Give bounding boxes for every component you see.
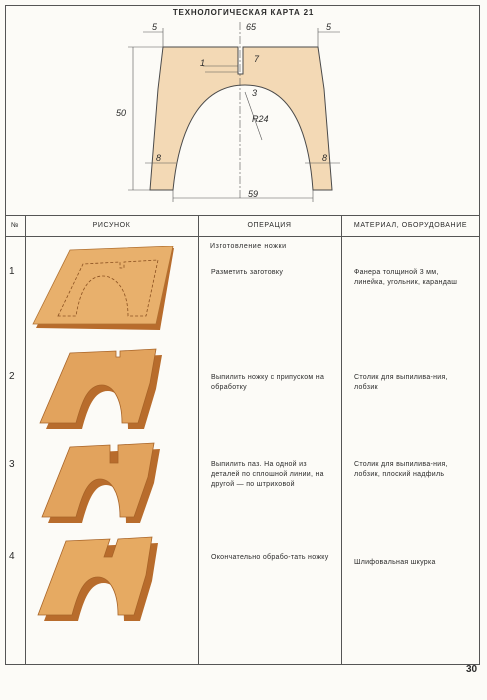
figure-3-slot: [28, 437, 198, 529]
page-number: 30: [466, 664, 478, 675]
dim-radius: R24: [252, 114, 269, 124]
row-3-material: Столик для выпилива-ния, лобзик, плоский надфиль: [354, 461, 448, 478]
row-3-operation: Выпилить паз. На одной из деталей по сплошной линии, на другой — по штриховой: [211, 461, 324, 488]
dim-leg-right: 8: [322, 153, 328, 163]
dim-top-center: 65: [246, 22, 257, 32]
row-3-number: 3: [9, 459, 15, 470]
row-2-material: Столик для выпилива-ния, лобзик: [354, 374, 448, 391]
row-1-number: 1: [9, 266, 15, 277]
col-divider-3: [341, 215, 342, 665]
dim-mark-3: 3: [252, 88, 258, 98]
row-4-material: Шлифовальная шкурка: [354, 559, 436, 566]
technical-drawing: [0, 0, 487, 215]
leg-blueprint: [150, 47, 332, 190]
figure-4-finished: [28, 533, 198, 628]
figure-2-leg: [28, 345, 198, 435]
row-4-operation: Окончательно обрабо-тать ножку: [211, 554, 329, 561]
header-operation: ОПЕРАЦИЯ: [247, 222, 292, 229]
dim-top-right: 5: [326, 22, 332, 32]
dim-mark-1: 1: [200, 58, 206, 68]
dim-top-left: 5: [152, 22, 158, 32]
header-figure: РИСУНОК: [92, 222, 131, 229]
header-material: МАТЕРИАЛ, ОБОРУДОВАНИЕ: [353, 222, 468, 229]
figure-1-blank: [28, 246, 198, 346]
dim-height: 50: [116, 108, 127, 118]
row-4-number: 4: [9, 551, 15, 562]
col-divider-2: [198, 215, 199, 665]
row-2-operation: Выпилить ножку с припуском на обработку: [211, 374, 325, 391]
col-divider-1: [25, 215, 26, 665]
dim-leg-left: 8: [156, 153, 162, 163]
section-title: Изготовление ножки: [210, 243, 287, 250]
dim-mark-7: 7: [254, 54, 260, 64]
header-no: №: [10, 222, 20, 229]
row-2-number: 2: [9, 371, 15, 382]
dim-bottom: 59: [248, 189, 259, 199]
row-1-operation: Разметить заготовку: [211, 269, 284, 276]
table-top-line: [5, 215, 480, 216]
card-title: ТЕХНОЛОГИЧЕСКАЯ КАРТА 21: [172, 8, 315, 17]
table-header-line: [5, 236, 480, 237]
row-1-material: Фанера толщиной 3 мм, линейка, угольник, карандаш: [354, 269, 458, 286]
